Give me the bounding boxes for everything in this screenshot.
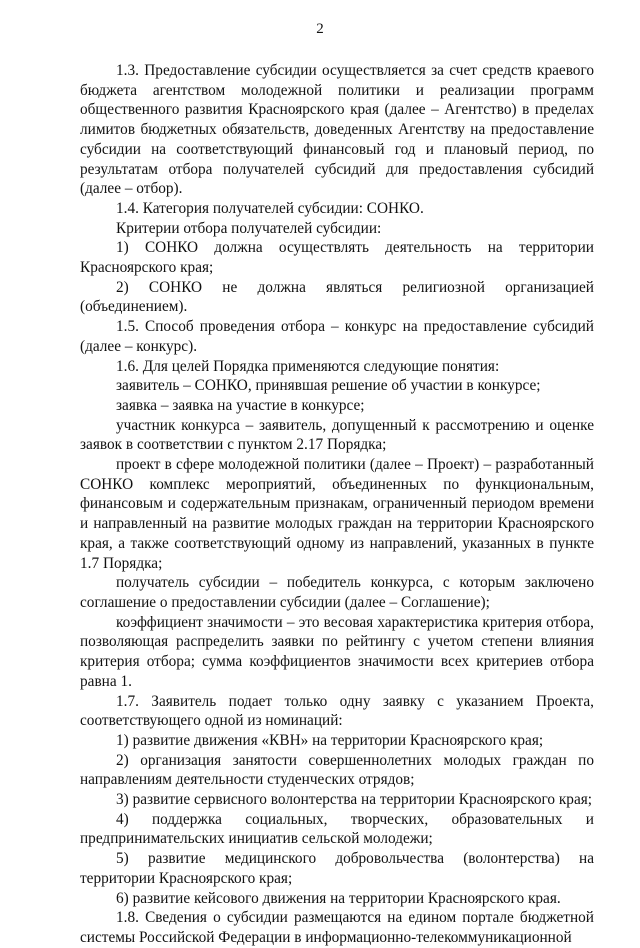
document-body <box>80 61 594 948</box>
definition-recipient: получатель субсидии – победитель конкурса, с которым заключено соглашение о предоставлении субсидии (далее – Соглашение); <box>80 574 594 611</box>
definition-applicant: заявитель – СОНКО, принявшая решение об участии в конкурсе; <box>116 377 541 395</box>
paragraph-1-5: 1.5. Способ проведения отбора – конкурс на предоставление субсидий (далее – конкурс). <box>80 318 594 355</box>
criterion-2: 2) СОНКО не должна являться религиозной организацией (объединением). <box>80 278 594 316</box>
paragraph-1-3: 1.3. Предоставление субсидии осуществляется за счет средств краевого бюджета агентством молодежной политики и реализации программ общественного развития Красноярского края (далее – Агентство) в пределах лимитов бюджетных обязательств, доведенных Агентству на предоставление субсидии на соответствующий финансовый год и плановый период, по результатам отбора получателей субсидий для предоставления субсидий (далее – отбор). <box>80 62 594 198</box>
criterion-1: 1) СОНКО должна осуществлять деятельность на территории Красноярского края; <box>80 239 594 277</box>
nomination-4: 4) поддержка социальных, творческих, образовательных и предпринимательских инициатив сельской молодежи; <box>80 810 594 848</box>
paragraph-1-7: 1.7. Заявитель подает только одну заявку с указанием Проекта, соответствующего одной из номинаций: <box>80 692 594 730</box>
definition-coefficient: коэффициент значимости – это весовая характеристика критерия отбора, позволяющая распределить заявки по рейтингу с учетом степени влияния критерия отбора; сумма коэффициентов значимости всех критериев отбора равна 1. <box>80 613 594 690</box>
paragraph-1-4: 1.4. Категория получателей субсидии: СОНКО. <box>116 199 424 217</box>
nomination-6: 6) развитие кейсового движения на территории Красноярского края. <box>116 889 561 907</box>
nomination-3: 3) развитие сервисного волонтерства на территории Красноярского края; <box>116 791 593 809</box>
page-number: 2 <box>316 21 324 37</box>
nomination-5: 5) развитие медицинского добровольчества (волонтерства) на территории Красноярского края; <box>80 850 594 887</box>
paragraph-1-6: 1.6. Для целей Порядка применяются следующие понятия: <box>116 357 500 375</box>
definition-participant: участник конкурса – заявитель, допущенный к рассмотрению и оценке заявок в соответствии с пунктом 2.17 Порядка; <box>80 416 594 454</box>
definition-project: проект в сфере молодежной политики (далее – Проект) – разработанный СОНКО комплекс мероприятий, объединенных по функциональным, финансовым и содержательным признакам, ограниченный периодом времени и направленный на развитие молодых граждан на территории Красноярского края, а также соответствующий одному из направлений, указанных в пункте 1.7 Порядка; <box>80 456 594 572</box>
definition-application: заявка – заявка на участие в конкурсе; <box>116 396 365 414</box>
nomination-1: 1) развитие движения «КВН» на территории Красноярского края; <box>116 731 544 749</box>
paragraph-1-8: 1.8. Сведения о субсидии размещаются на едином портале бюджетной системы Российской Федерации в информационно-телекоммуникационной <box>80 909 594 946</box>
criteria-heading: Критерии отбора получателей субсидии: <box>116 219 382 237</box>
nomination-2: 2) организация занятости совершеннолетних молодых граждан по направлениям деятельности студенческих отрядов; <box>80 751 594 789</box>
